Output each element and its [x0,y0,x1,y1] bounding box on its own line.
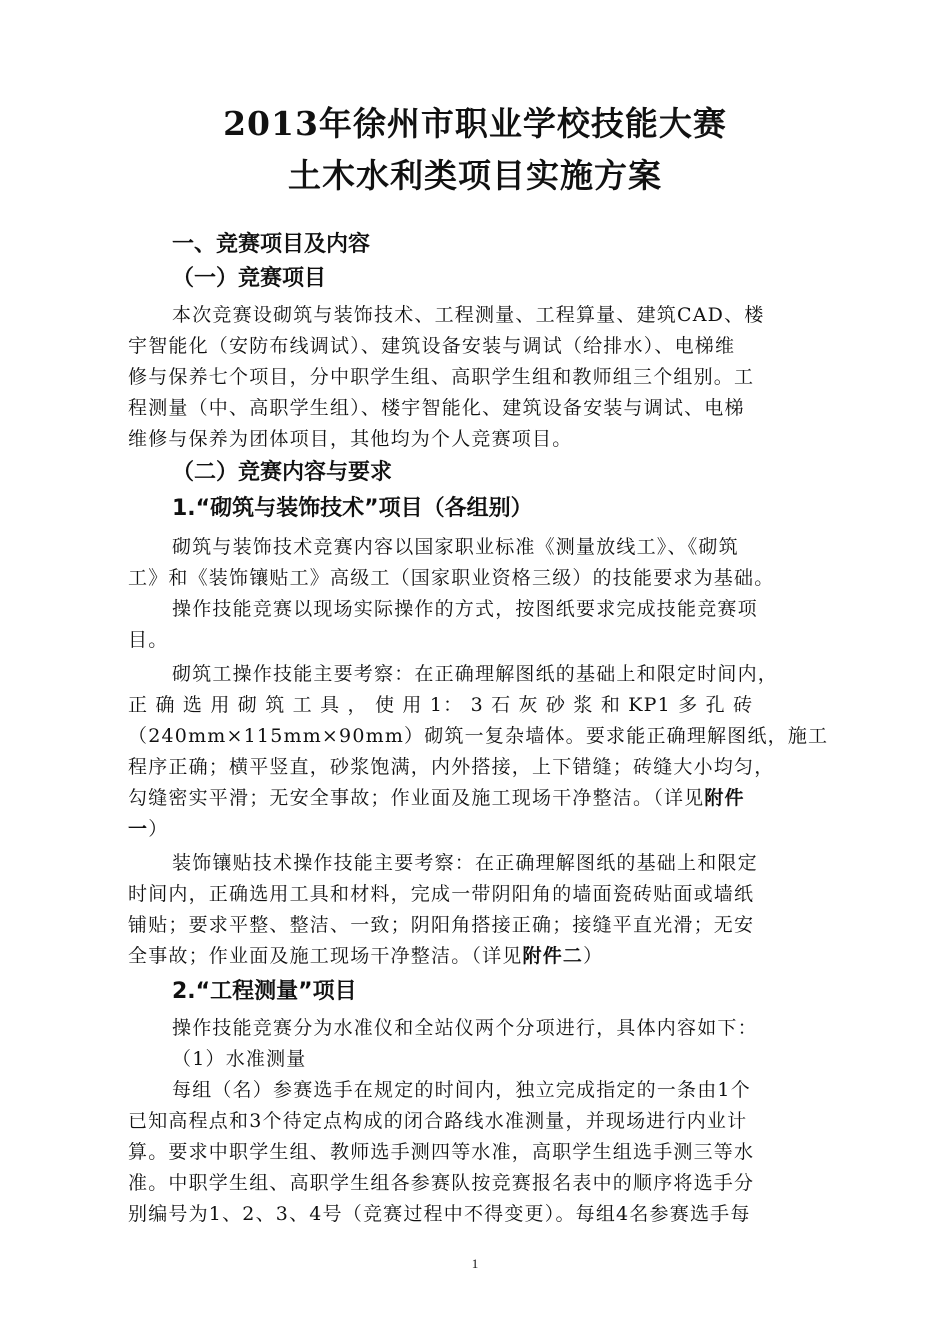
title-line-1: 2013年徐州市职业学校技能大赛 [223,104,727,143]
paragraph-line: 别编号为1、2、3、4号（竞赛过程中不得变更）。每组4名参赛选手每 [128,1203,751,1225]
subsection-heading-2: （二）竞赛内容与要求 [172,460,393,485]
paragraph-line: 程测量（中、高职学生组）、楼宇智能化、建筑设备安装与调试、电梯 [128,397,745,419]
paragraph-line: 正 确 选 用 砌 筑 工 具 ， 使 用 1： 3 石 灰 砂 浆 和 KP1 多 孔 砖 [128,694,754,716]
paragraph-line: 维修与保养为团体项目，其他均为个人竞赛项目。 [128,428,573,450]
paragraph-text: ） [148,818,169,840]
paragraph-line: 工》和《装饰镶贴工》高级工（国家职业资格三级）的技能要求为基础。 [128,567,775,589]
paragraph-line: 已知高程点和3个待定点构成的闭合路线水准测量，并现场进行内业计 [128,1110,748,1132]
item-heading-1: 1.“砌筑与装饰技术”项目（各组别） [172,496,533,521]
paragraph-text: 勾缝密实平滑；无安全事故；作业面及施工现场干净整洁。（详见 [128,787,705,809]
subitem-heading: （1）水准测量 [172,1048,307,1070]
paragraph-line [128,941,603,971]
paragraph-line: 本次竞赛设砌筑与装饰技术、工程测量、工程算量、建筑CAD、楼 [172,304,765,326]
paragraph-line: 砌筑工操作技能主要考察：在正确理解图纸的基础上和限定时间内， [172,663,779,685]
attachment-reference: 附件二 [522,945,584,967]
section-heading-1: 一、竞赛项目及内容 [172,232,371,257]
paragraph-line: 时间内，正确选用工具和材料，完成一带阴阳角的墙面瓷砖贴面或墙纸 [128,883,755,905]
paragraph-line: 操作技能竞赛分为水准仪和全站仪两个分项进行，具体内容如下： [172,1017,758,1039]
subsection-heading-1: （一）竞赛项目 [172,266,327,291]
paragraph-line: 操作技能竞赛以现场实际操作的方式，按图纸要求完成技能竞赛项 [172,598,758,620]
paragraph-line: 目。 [128,629,169,651]
paragraph-line: 铺贴；要求平整、整洁、一致；阴阳角搭接正确；接缝平直光滑；无安 [128,914,755,936]
paragraph-line: 程序正确；横平竖直，砂浆饱满，内外搭接，上下错缝；砖缝大小均匀， [128,756,775,778]
paragraph-line: 修与保养七个项目，分中职学生组、高职学生组和教师组三个组别。工 [128,366,755,388]
paragraph-line: 每组（名）参赛选手在规定的时间内，独立完成指定的一条由1个 [172,1079,751,1101]
item-heading-2: 2.“工程测量”项目 [172,979,357,1004]
title-line-2: 土木水利类项目实施方案 [288,156,662,195]
paragraph-line: 宇智能化（安防布线调试）、建筑设备安装与调试（给排水）、电梯维 [128,335,736,357]
page-number: 1 [471,1256,479,1271]
paragraph-line: 准。中职学生组、高职学生组各参赛队按竞赛报名表中的顺序将选手分 [128,1172,755,1194]
paragraph-line: 装饰镶贴技术操作技能主要考察：在正确理解图纸的基础上和限定 [172,852,758,874]
paragraph-line: 算。要求中职学生组、教师选手测四等水准，高职学生组选手测三等水 [128,1141,755,1163]
paragraph-line: 砌筑与装饰技术竞赛内容以国家职业标准《测量放线工》、《砌筑 [172,536,739,558]
paragraph-line [128,783,745,813]
paragraph-text: 全事故；作业面及施工现场干净整洁。（详见 [128,945,523,967]
attachment-reference: 附件 [704,787,745,809]
paragraph-line: （240mm×115mm×90mm）砌筑一复杂墙体。要求能正确理解图纸，施工 [128,725,829,747]
attachment-reference: 一 [128,818,149,840]
paragraph-text: ） [583,945,604,967]
paragraph-line [128,814,168,844]
